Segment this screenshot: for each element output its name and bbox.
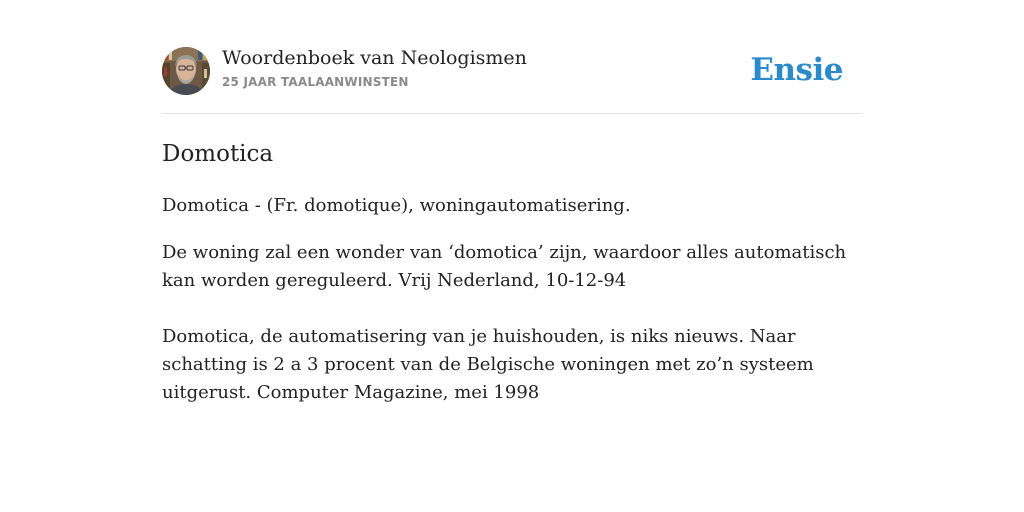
- entry-title: Domotica: [162, 141, 274, 167]
- entry-quote: De woning zal een wonder van ‘domotica’ zijn, waardoor alles automatisch kan worden gereguleerd. Vrij Nederland, 10-12-94: [162, 242, 847, 291]
- site-title[interactable]: Woordenboek van Neologismen: [222, 47, 527, 69]
- header: [162, 46, 862, 114]
- ensie-logo-link[interactable]: Ensie: [750, 52, 843, 88]
- entry-quote: Domotica, de automatisering van je huishouden, is niks nieuws. Naar schatting is 2 a 3 procent van de Belgische woningen met zo’n systeem uitgerust. Computer Magazine, mei 1998: [162, 326, 814, 403]
- content-container: [162, 46, 862, 407]
- site-subtitle: 25 JAAR TAALAANWINSTEN: [222, 75, 409, 89]
- author-portrait-icon[interactable]: [162, 47, 210, 95]
- entry-definition: Domotica - (Fr. domotique), woningautomatisering.: [162, 195, 631, 216]
